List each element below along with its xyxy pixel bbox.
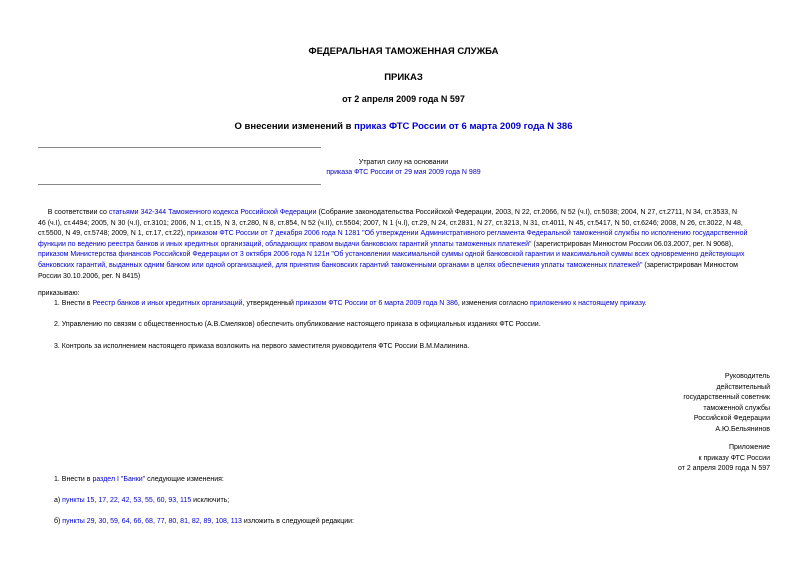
signature-line-4: таможенной службы — [703, 404, 770, 412]
link-order-2006[interactable]: приказом ФТС России от 7 декабря 2006 года N 1281 "Об утверждении Административного регламента Федеральной таможенной службы по исполнению государственной — [187, 230, 748, 238]
change-a — [54, 496, 229, 507]
status-note-line1: Утратил силу на основании — [358, 159, 449, 166]
appendix-line-2: к приказу ФТС России — [698, 454, 770, 462]
link-reestr[interactable]: Реестр банков и иных кредитных организаций — [92, 300, 243, 307]
doc-type-heading: ПРИКАЗ — [384, 72, 423, 83]
item-2: 2. Управлению по связям с общественностью (А.В.Смеляков) обеспечить опубликование настоящего приказа в официальных изданиях ФТС России. — [54, 321, 541, 328]
prikazyvayu: приказываю: — [38, 290, 80, 297]
change-b-start: б) — [54, 518, 63, 525]
link-points-b[interactable]: пункты 29, 30, 59, 64, 66, 68, 77, 80, 81, 82, 89, 108, 113 — [62, 518, 242, 525]
item1-mid2: , изменения согласно — [457, 300, 530, 307]
preamble-line-4 — [38, 240, 770, 251]
doc-title-link[interactable]: приказ ФТС России от 6 марта 2009 года N 386 — [354, 121, 573, 132]
item-3: 3. Контроль за исполнением настоящего приказа возложить на первого заместителя руководителя ФТС России В.М.Малинина. — [54, 343, 470, 350]
preamble-line-5 — [38, 250, 770, 261]
divider-bottom — [38, 184, 321, 185]
preamble-line-3 — [38, 229, 770, 240]
item1-start: 1. Внести в — [54, 300, 93, 307]
status-note-link[interactable]: приказа ФТС России от 29 мая 2009 года N 989 — [326, 169, 481, 176]
link-order-386[interactable]: приказом ФТС России от 6 марта 2009 года N 386 — [295, 300, 458, 307]
change-b — [54, 517, 354, 528]
signature-line-2: действительный — [716, 383, 770, 391]
appendix-line-3: от 2 апреля 2009 года N 597 — [677, 465, 770, 473]
item1-end: . — [644, 300, 647, 307]
doc-title — [0, 121, 807, 132]
preamble-sobranie: (Собрание законодательства Российской Федерации, 2003, N 22, ст.2066, N 52 (ч.I), ст.5038; 2004, N 27, ст.2711, N 34, ст.3533, N — [316, 209, 738, 216]
appendix-block — [600, 443, 770, 475]
registered-2a: (зарегистрирован Минюстом — [642, 261, 738, 269]
link-order-2006-cont[interactable]: функции по ведению реестра банков и иных кредитных организаций, обладающих правом выдачи банковских гарантий уплаты таможенных платежей" — [38, 240, 532, 248]
link-appendix[interactable]: приложению к настоящему приказу — [529, 300, 645, 307]
link-minfin-cont[interactable]: банковских гарантий, выданных одним банком или одной организацией, для принятия банковских гарантий таможенными органами в целях обеспечения уплаты таможенных платежей" — [38, 261, 643, 269]
divider-top — [38, 147, 321, 148]
preamble-start: В соответствии со — [47, 209, 109, 216]
preamble — [38, 208, 770, 282]
change-a-start: а) — [54, 497, 63, 504]
item1-mid: , утвержденный — [242, 300, 296, 307]
change-a-end: исключить; — [191, 497, 230, 504]
preamble-line-2: 46 (ч.I), ст.4494; 2005, N 30 (ч.I), ст.3101; 2006, N 1, ст.15, N 3, ст.280, N 8, ст.854, N 52 (ч.II), ст.5504; 2007, N 1 (ч.I), ст.29, N 24, ст.2831, N 27, ст.3213, N 31, ст.4011, N 45, ст.5417, N 50, ст.6246; 2008, N 26, ст.3022, N 48, — [38, 219, 743, 227]
doc-date-number: от 2 апреля 2009 года N 597 — [342, 94, 465, 104]
change-b-end: изложить в следующей редакции: — [241, 518, 355, 525]
signature-line-1: Руководитель — [724, 373, 770, 380]
change1-start: 1. Внести в — [54, 476, 93, 483]
preamble-line3-start: ст.5500, N 49, ст.5748; 2009, N 1, ст.17, ст.22), — [38, 230, 188, 238]
preamble-line-1 — [38, 208, 770, 219]
link-section-banks[interactable]: раздел I "Банки" — [92, 476, 146, 483]
signature-line-6: А.Ю.Бельянинов — [715, 425, 770, 433]
signature-line-3: государственный советник — [683, 394, 770, 402]
link-code-articles[interactable]: статьями 342-344 Таможенного кодекса Российской Федерации — [108, 209, 317, 216]
status-note-link-wrap — [0, 168, 807, 178]
item-1 — [54, 299, 647, 310]
preamble-line-6 — [38, 261, 770, 272]
appendix-line-1: Приложение — [728, 444, 770, 451]
link-minfin[interactable]: приказом Министерства финансов Российской Федерации от 3 октября 2006 года N 121н "Об установлении максимальной суммы одной банковской гарантии и максимальной суммы всех одновременно действующих — [38, 251, 745, 259]
link-points-a[interactable]: пункты 15, 17, 22, 42, 53, 55, 60, 93, 115 — [62, 497, 192, 504]
change-1 — [54, 475, 224, 486]
signature-line-5: Российской Федерации — [693, 415, 770, 423]
agency-heading: ФЕДЕРАЛЬНАЯ ТАМОЖЕННАЯ СЛУЖБА — [308, 46, 499, 57]
preamble-line-7: России 30.10.2006, рег. N 8415) — [38, 272, 141, 280]
doc-title-prefix: О внесении изменений в — [234, 121, 355, 132]
registered-1: (зарегистрирован Минюстом России 06.03.2007, рег. N 9068), — [531, 240, 734, 248]
signature-block — [600, 372, 770, 436]
change1-end: следующие изменения: — [145, 476, 224, 483]
